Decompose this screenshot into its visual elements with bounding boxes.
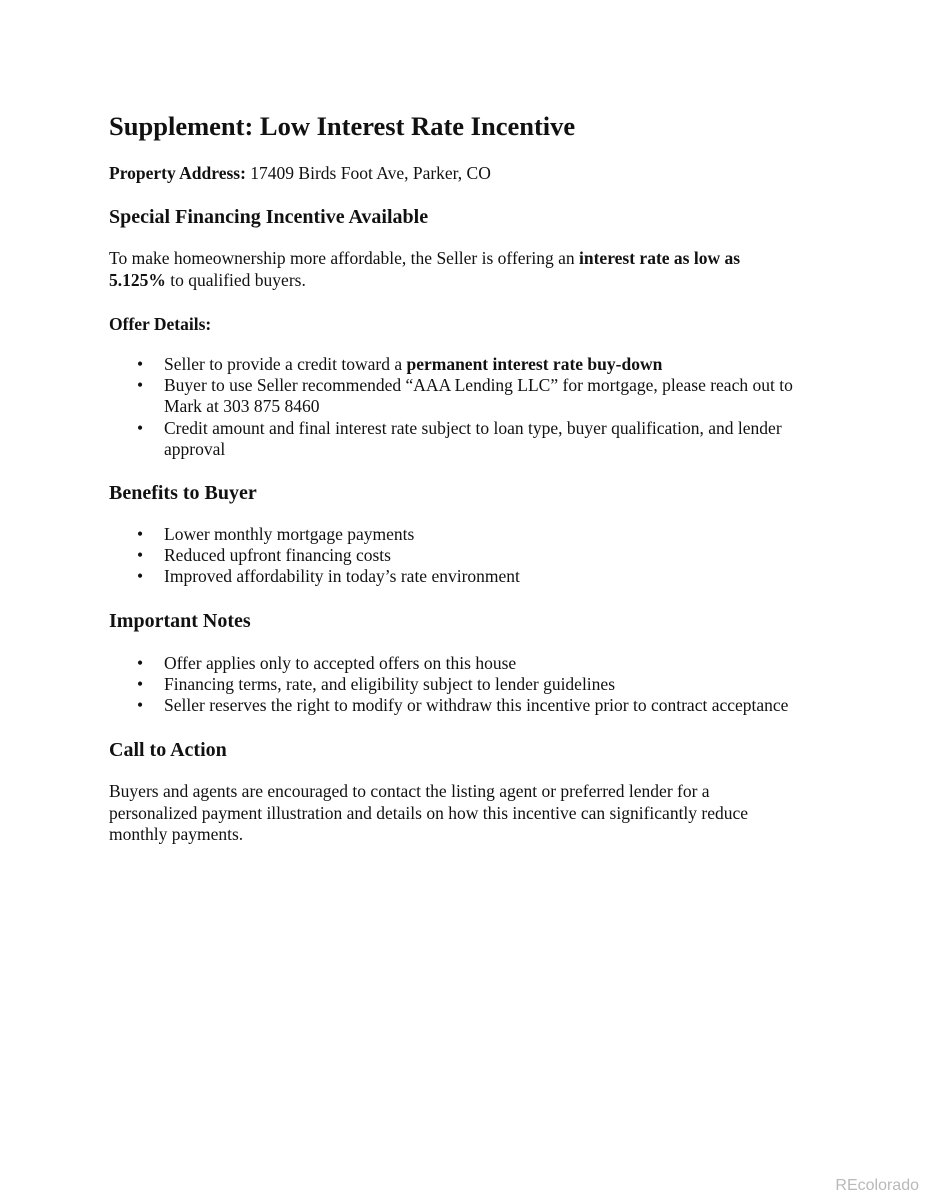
list-item-text: Buyer to use Seller recommended “AAA Lending LLC” for mortgage, please reach out to Mark at 303 875 8460 <box>164 375 793 417</box>
bullet-icon: • <box>137 695 144 716</box>
section-heading-benefits: Benefits to Buyer <box>109 482 257 504</box>
benefits-list <box>109 524 829 588</box>
list-item-text: Credit amount and final interest rate subject to loan type, buyer qualification, and lender approval <box>164 417 782 459</box>
list-item-text: Reduced upfront financing costs <box>164 545 391 566</box>
important-notes-list <box>109 653 829 717</box>
bullet-icon: • <box>137 545 144 566</box>
bullet-icon: • <box>137 417 144 438</box>
list-item-text: Financing terms, rate, and eligibility subject to lender guidelines <box>164 674 616 695</box>
list-item-bold-text: permanent interest rate buy-down <box>406 354 663 374</box>
bullet-icon: • <box>137 674 144 695</box>
bullet-icon: • <box>137 566 144 587</box>
list-item <box>109 418 829 460</box>
intro-rate-highlight: interest rate as low as 5.125% <box>109 248 741 290</box>
list-item-text: Seller reserves the right to modify or withdraw this incentive prior to contract acceptance <box>164 695 789 716</box>
property-address-label: Property Address: <box>109 163 246 183</box>
call-to-action-paragraph: Buyers and agents are encouraged to contact the listing agent or preferred lender for a personalized payment illustration and details on how this incentive can significantly reduce monthly payments. <box>109 781 749 844</box>
list-item <box>109 674 829 695</box>
intro-paragraph <box>109 248 789 291</box>
list-item <box>109 566 829 587</box>
intro-text-before: To make homeownership more affordable, the Seller is offering an <box>109 248 579 268</box>
list-item-text: Offer applies only to accepted offers on this house <box>164 653 517 673</box>
recolorado-watermark: REcolorado <box>835 1177 919 1194</box>
section-heading-important-notes: Important Notes <box>109 610 251 632</box>
section-heading-call-to-action: Call to Action <box>109 739 227 761</box>
list-item <box>109 653 829 674</box>
bullet-icon: • <box>137 653 144 673</box>
offer-details-label: Offer Details: <box>109 314 212 334</box>
bullet-icon: • <box>137 375 144 396</box>
list-item-text: Lower monthly mortgage payments <box>164 524 415 544</box>
offer-details-list <box>109 354 829 460</box>
list-item-text: Improved affordability in today’s rate environment <box>164 566 520 587</box>
list-item <box>109 375 829 417</box>
property-address <box>109 162 491 184</box>
document-title: Supplement: Low Interest Rate Incentive <box>109 111 576 141</box>
section-heading-special-financing: Special Financing Incentive Available <box>109 206 429 228</box>
bullet-icon: • <box>137 354 144 374</box>
property-address-value: 17409 Birds Foot Ave, Parker, CO <box>245 163 491 183</box>
list-item <box>109 354 829 375</box>
list-item <box>109 545 829 566</box>
intro-text-after: to qualified buyers. <box>165 269 306 290</box>
list-item <box>109 695 829 716</box>
list-item-text: Seller to provide a credit toward a <box>164 354 407 374</box>
bullet-icon: • <box>137 524 144 544</box>
list-item <box>109 524 829 545</box>
